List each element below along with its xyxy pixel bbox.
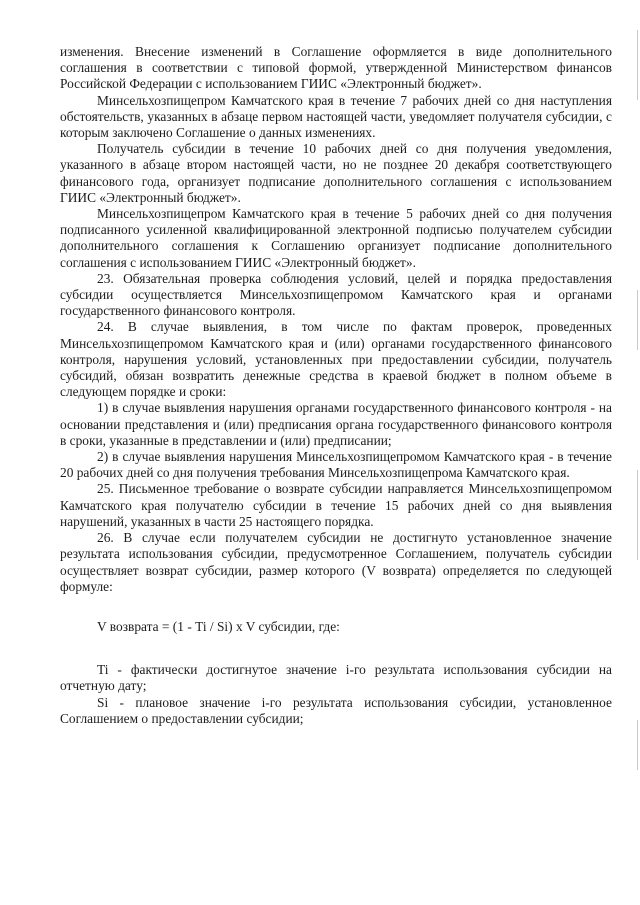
scan-edge-mark [637,30,638,100]
paragraph-item-26: 26. В случае если получателем субсидии не достигнуто установленное значение результата использования субсидии, предусмотренное Соглашением, получатель субсидии осуществляет возврат субсидии, размер которого (V возврата) определяется по следующей формуле: [60,530,612,594]
scan-edge-mark [637,470,638,560]
definition-ti: Ti - фактически достигнутое значение i-го результата использования субсидии на отчетную дату; [60,662,612,694]
paragraph-item-24: 24. В случае выявления, в том числе по фактам проверок, проведенных Минсельхозпищепромом Камчатского края и (или) органами государственного финансового контроля, нарушения условий, установленных при предоставлении субсидии, получатель субсидий, обязан возвратить денежные средства в краевой бюджет в полном объеме в следующем порядке и сроки: [60,319,612,400]
scan-edge-mark [637,290,638,350]
paragraph-subitem-2: 2) в случае выявления нарушения Минсельхозпищепромом Камчатского края - в течение 20 рабочих дней со дня получения требования Минсельхозпищепрома Камчатского края. [60,449,612,481]
paragraph-item-25: 25. Письменное требование о возврате субсидии направляется Минсельхозпищепромом Камчатского края получателю субсидии в течение 15 рабочих дней со дня выявления нарушений, указанных в части 25 настоящего порядка. [60,481,612,529]
paragraph: Минсельхозпищепром Камчатского края в течение 5 рабочих дней со дня получения подписанного усиленной квалифицированной электронной подписью получателем субсидии дополнительного соглашения к Соглашению организует подписание дополнительного соглашения с использованием ГИИС «Электронный бюджет». [60,206,612,270]
paragraph-item-23: 23. Обязательная проверка соблюдения условий, целей и порядка предоставления субсидии осуществляется Минсельхозпищепромом Камчатского края и органами государственного финансового контроля. [60,270,612,319]
paragraph: Минсельхозпищепром Камчатского края в течение 7 рабочих дней со дня наступления обстоятельств, указанных в абзаце первом настоящей части, уведомляет получателя субсидии, с которым заключено Соглашение о данных изменениях. [60,92,612,141]
paragraph: изменения. Внесение изменений в Соглашение оформляется в виде дополнительного соглашения в соответствии с типовой формой, утвержденной Министерством финансов Российской Федерации с использованием ГИИС «Электронный бюджет». [60,44,612,92]
definition-si: Si - плановое значение i-го результата использования субсидии, установленное Соглашением о предоставлении субсидии; [60,694,612,726]
scan-edge-mark [637,720,638,770]
paragraph: Получатель субсидии в течение 10 рабочих дней со дня получения уведомления, указанного в абзаце втором настоящей части, но не позднее 20 декабря соответствующего финансового года, организует подписание дополнительного соглашения с использованием ГИИС «Электронный бюджет». [60,141,612,205]
document-page [60,44,612,727]
formula: V возврата = (1 - Ti / Si) x V субсидии, где: [97,618,340,634]
paragraph-subitem-1: 1) в случае выявления нарушения органами государственного финансового контроля - на основании представления и (или) предписания органа государственного финансового контроля в сроки, указанные в представлении и (или) предписании; [60,400,612,448]
